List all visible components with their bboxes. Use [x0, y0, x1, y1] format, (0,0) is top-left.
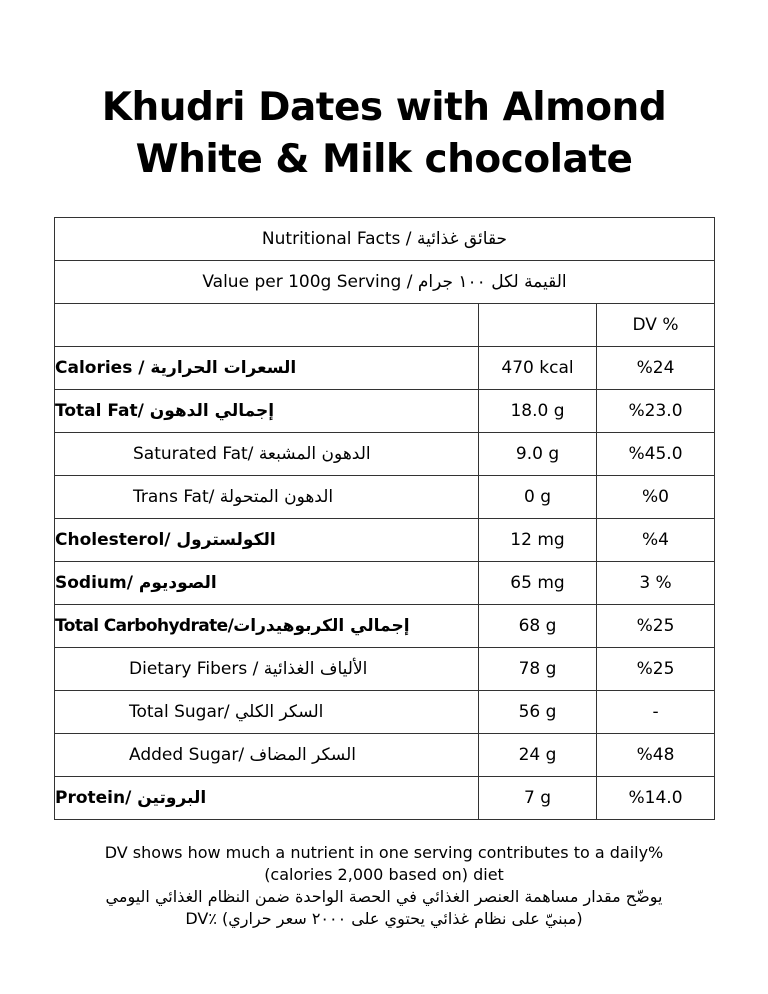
nutrient-name-en: Sodium/	[55, 573, 139, 593]
nutrient-name-ar: الألياف الغذائية	[263, 659, 368, 679]
nutrition-facts-heading	[55, 218, 715, 261]
serving-size	[55, 261, 715, 304]
nutrient-name-en: Dietary Fibers /	[129, 659, 264, 679]
table-row	[55, 605, 715, 648]
serving-ar: القيمة لكل ١٠٠ جرام	[417, 272, 567, 292]
table-row	[55, 777, 715, 820]
nutrient-label	[55, 476, 479, 519]
nutrient-dv: %23.0	[597, 390, 715, 433]
nutrient-dv: %25	[597, 605, 715, 648]
nutrient-name-ar: الدهون المتحولة	[219, 487, 334, 507]
nutrient-name-en: Total Fat/	[55, 401, 150, 421]
nutrient-value: 68 g	[479, 605, 597, 648]
serving-en: Value per 100g Serving /	[202, 272, 418, 292]
nutrient-name-ar: إجمالي الدهون	[149, 401, 275, 421]
nutrient-name-ar: الدهون المشبعة	[258, 444, 371, 464]
nutrient-dv: %14.0	[597, 777, 715, 820]
nutrient-label	[55, 562, 479, 605]
nutrient-dv: %45.0	[597, 433, 715, 476]
nutrient-dv: %0	[597, 476, 715, 519]
nutrient-value: 12 mg	[479, 519, 597, 562]
nutrient-value: 78 g	[479, 648, 597, 691]
table-row	[55, 347, 715, 390]
nutrient-name-ar: السكر الكلي	[235, 702, 324, 722]
title-line-2: White & Milk chocolate	[135, 137, 633, 182]
heading-ar: حقائق غذائية	[416, 229, 508, 249]
nutrient-value: 0 g	[479, 476, 597, 519]
table-row	[55, 734, 715, 777]
empty-value-header-cell	[479, 304, 597, 347]
dv-column-header: DV %	[597, 304, 715, 347]
nutrient-name-ar: الصوديوم	[138, 573, 217, 593]
product-title	[0, 82, 768, 186]
nutrient-value: 24 g	[479, 734, 597, 777]
table-row	[55, 519, 715, 562]
nutrient-name-en: Added Sugar/	[129, 745, 250, 765]
dv-footnote	[0, 842, 768, 930]
title-line-1: Khudri Dates with Almond	[101, 85, 667, 130]
nutrient-label	[55, 390, 479, 433]
nutrient-dv: %4	[597, 519, 715, 562]
nutrient-value: 18.0 g	[479, 390, 597, 433]
nutrient-value: 56 g	[479, 691, 597, 734]
table-row	[55, 476, 715, 519]
nutrient-dv: -	[597, 691, 715, 734]
nutrient-label	[55, 347, 479, 390]
nutrient-name-ar: إجمالي الكربوهيدرات	[233, 616, 410, 636]
nutrient-label	[55, 519, 479, 562]
nutrient-label	[55, 691, 479, 734]
nutrient-label	[55, 648, 479, 691]
footnote-en-line-1: DV shows how much a nutrient in one serving contributes to a daily%	[104, 843, 664, 862]
heading-en: Nutritional Facts /	[261, 229, 417, 249]
nutrient-value: 9.0 g	[479, 433, 597, 476]
footnote-ar-line-2: (مبنيّ على نظام غذائي يحتوي على ٢٠٠٠ سعر حراري) ٪DV	[185, 909, 583, 928]
nutrient-name-en: Total Sugar/	[129, 702, 236, 722]
table-row	[55, 691, 715, 734]
column-header-row	[55, 304, 715, 347]
nutrient-name-en: Cholesterol/	[55, 530, 177, 550]
nutrient-name-ar: السكر المضاف	[249, 745, 356, 765]
nutrient-dv: %25	[597, 648, 715, 691]
nutrient-value: 7 g	[479, 777, 597, 820]
nutrient-name-ar: السعرات الحرارية	[150, 358, 297, 378]
nutrient-dv: %24	[597, 347, 715, 390]
nutrient-label	[55, 777, 479, 820]
empty-header-cell	[55, 304, 479, 347]
nutrient-name-ar: الكولسترول	[176, 530, 276, 550]
nutrient-label	[55, 605, 479, 648]
nutrient-label	[55, 433, 479, 476]
table-row	[55, 648, 715, 691]
nutrient-name-en: Protein/	[55, 788, 138, 808]
table-row	[55, 562, 715, 605]
nutrient-name-en: Calories /	[55, 358, 151, 378]
nutrient-value: 65 mg	[479, 562, 597, 605]
nutrient-name-en: Total Carbohydrate/	[55, 616, 234, 636]
nutrition-facts-table	[54, 217, 715, 820]
nutrient-label	[55, 734, 479, 777]
nutrient-dv: %48	[597, 734, 715, 777]
nutrient-name-en: Trans Fat/	[133, 487, 220, 507]
footnote-ar-line-1: يوضّح مقدار مساهمة العنصر الغذائي في الحصة الواحدة ضمن النظام الغذائي اليومي	[105, 887, 663, 906]
table-row	[55, 390, 715, 433]
nutrient-value: 470 kcal	[479, 347, 597, 390]
nutrient-dv: 3 %	[597, 562, 715, 605]
table-row	[55, 433, 715, 476]
footnote-en-line-2: (calories 2,000 based on) diet	[264, 865, 504, 884]
table-header-row	[55, 218, 715, 261]
serving-row	[55, 261, 715, 304]
nutrient-name-ar: البروتين	[137, 788, 207, 808]
nutrient-name-en: Saturated Fat/	[133, 444, 259, 464]
